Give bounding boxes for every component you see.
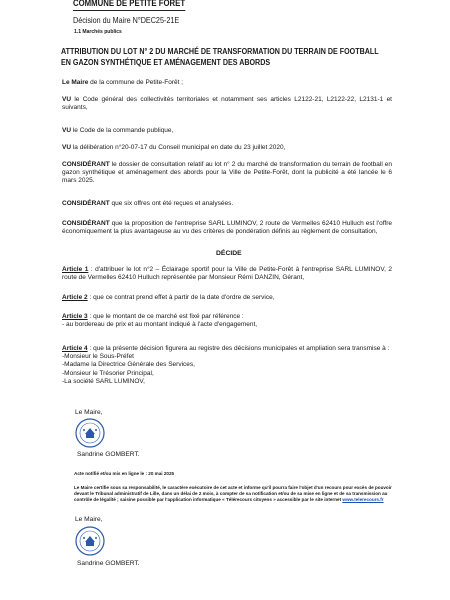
maire-label: Le Maire — [62, 79, 89, 86]
recipient-item: -Madame la Directrice Générale des Services, — [62, 361, 195, 369]
article-1 — [62, 266, 392, 282]
considerant-label: CONSIDÉRANT — [62, 220, 110, 227]
maire-text: de la commune de Petite-Forêt ; — [88, 79, 184, 86]
article-1-text: : d'attribuer le lot n°2 – Éclairage sportif pour la Ville de Petite-Forêt à l'entreprise SARL LUMINOV, 2 route de Vermelles 62410 Hulluch représentée par Monsieur Rémi DANZIN, Gérant, — [62, 266, 392, 282]
signature-1-name: Sandrine GOMBERT. — [77, 451, 140, 458]
signature-2-title: Le Maire, — [75, 516, 103, 523]
category-label: 1.1 Marchés publics — [74, 29, 122, 35]
considerant-proposition — [62, 220, 392, 236]
article-3 — [62, 313, 392, 329]
article-2-label: Article 2 — [62, 294, 88, 301]
considerant-proposition-text: que la proposition de l'entreprise SARL LUMINOV, 2 route de Vermelles 62410 Hulluch est l'offre économiquement la plus avantageuse au vu des critères de pondération définis au règlement de consultation, — [62, 220, 392, 236]
signature-1-title: Le Maire, — [75, 409, 103, 416]
telerecours-link[interactable]: www.telerecours.fr — [342, 497, 384, 502]
legal-notice — [74, 485, 396, 503]
article-3-text: : que le montant de ce marché est fixé par référence : — [87, 313, 244, 320]
town-seal-icon — [75, 526, 105, 556]
considerant-dossier-text: le dossier de consultation relatif au lot n° 2 du marché de transformation du terrain de football en gazon synthétique et aménagement des abords pour la Ville de Petite-Forêt, dont la publicité a été lancée le 6 mars 2025. — [62, 161, 392, 185]
vu-code-commande — [62, 127, 392, 135]
considerant-label: CONSIDÉRANT — [62, 200, 110, 207]
town-seal-icon — [75, 418, 105, 448]
vu-label: VU — [62, 127, 72, 134]
article-1-label: Article 1 — [62, 266, 89, 273]
vu-label: VU — [62, 96, 72, 103]
article-4-label: Article 4 — [62, 345, 88, 352]
article-4-text: : que la présente décision figurera au registre des décisions municipales et ampliation sera transmise à : — [87, 345, 390, 352]
title-line-1: ATTRIBUTION DU LOT N° 2 DU MARCHÉ DE TRANSFORMATION DU TERRAIN DE FOOTBALL — [61, 46, 379, 56]
title-line-2: EN GAZON SYNTHÉTIQUE ET AMÉNAGEMENT DES ABORDS — [61, 57, 271, 67]
considerant-dossier — [62, 161, 392, 186]
article-2-text: : que ce contrat prend effet à partir de la date d'ordre de service, — [87, 294, 275, 301]
vu-code-text: le Code de la commande publique, — [71, 127, 174, 134]
vu-cgct — [62, 96, 392, 112]
legal-notice-text: Le Maire certifie sous sa responsabilité, le caractère exécutoire de cet acte et informe qu'il pourra faire l'objet d'un recours pour excès de pouvoir devant le Tribunal administratif de Lille, dans un délai de 2 mois, à compter de sa notification et/ou de sa mise en ligne et de sa transmission au contrôle de légalité ; saisine possible par l'application informatique « Télérecours citoyens » accessible par le site internet — [74, 485, 392, 502]
decision-reference: Décision du Maire N°DEC25-21E — [73, 15, 180, 25]
vu-cgct-text: le Code général des collectivités territoriales et notamment ses articles L2122-21, L2122-22, L2131-1 et suivants, — [62, 96, 392, 112]
recipient-item: -La société SARL LUMINOV, — [62, 377, 145, 385]
considerant-offres-text: que six offres ont été reçues et analysées. — [109, 200, 234, 207]
vu-deliberation — [62, 144, 392, 152]
decide-heading: DÉCIDE — [216, 250, 242, 257]
article-4 — [62, 345, 392, 386]
considerant-label: CONSIDÉRANT — [62, 161, 110, 168]
considerant-offres — [62, 200, 392, 208]
commune-heading: COMMUNE DE PETITE FORET — [73, 0, 186, 9]
article-3-sub: - au bordereau de prix et au montant indiqué à l'acte d'engagement, — [62, 321, 258, 329]
recipient-item: -Monsieur le Trésorier Principal, — [62, 369, 154, 377]
recipient-item: -Monsieur le Sous-Préfet — [62, 353, 134, 361]
publication-notice: Acte notifié et/ou mis en ligne le : 20 mai 2025 — [74, 471, 175, 476]
document-title — [61, 46, 379, 68]
signature-2-name: Sandrine GOMBERT. — [77, 560, 140, 567]
maire-line — [62, 79, 392, 87]
vu-label: VU — [62, 144, 72, 151]
article-2 — [62, 294, 392, 302]
article-3-label: Article 3 — [62, 313, 88, 320]
vu-deliberation-text: la délibération n°20-07-17 du Conseil municipal en date du 23 juillet 2020, — [71, 144, 286, 151]
